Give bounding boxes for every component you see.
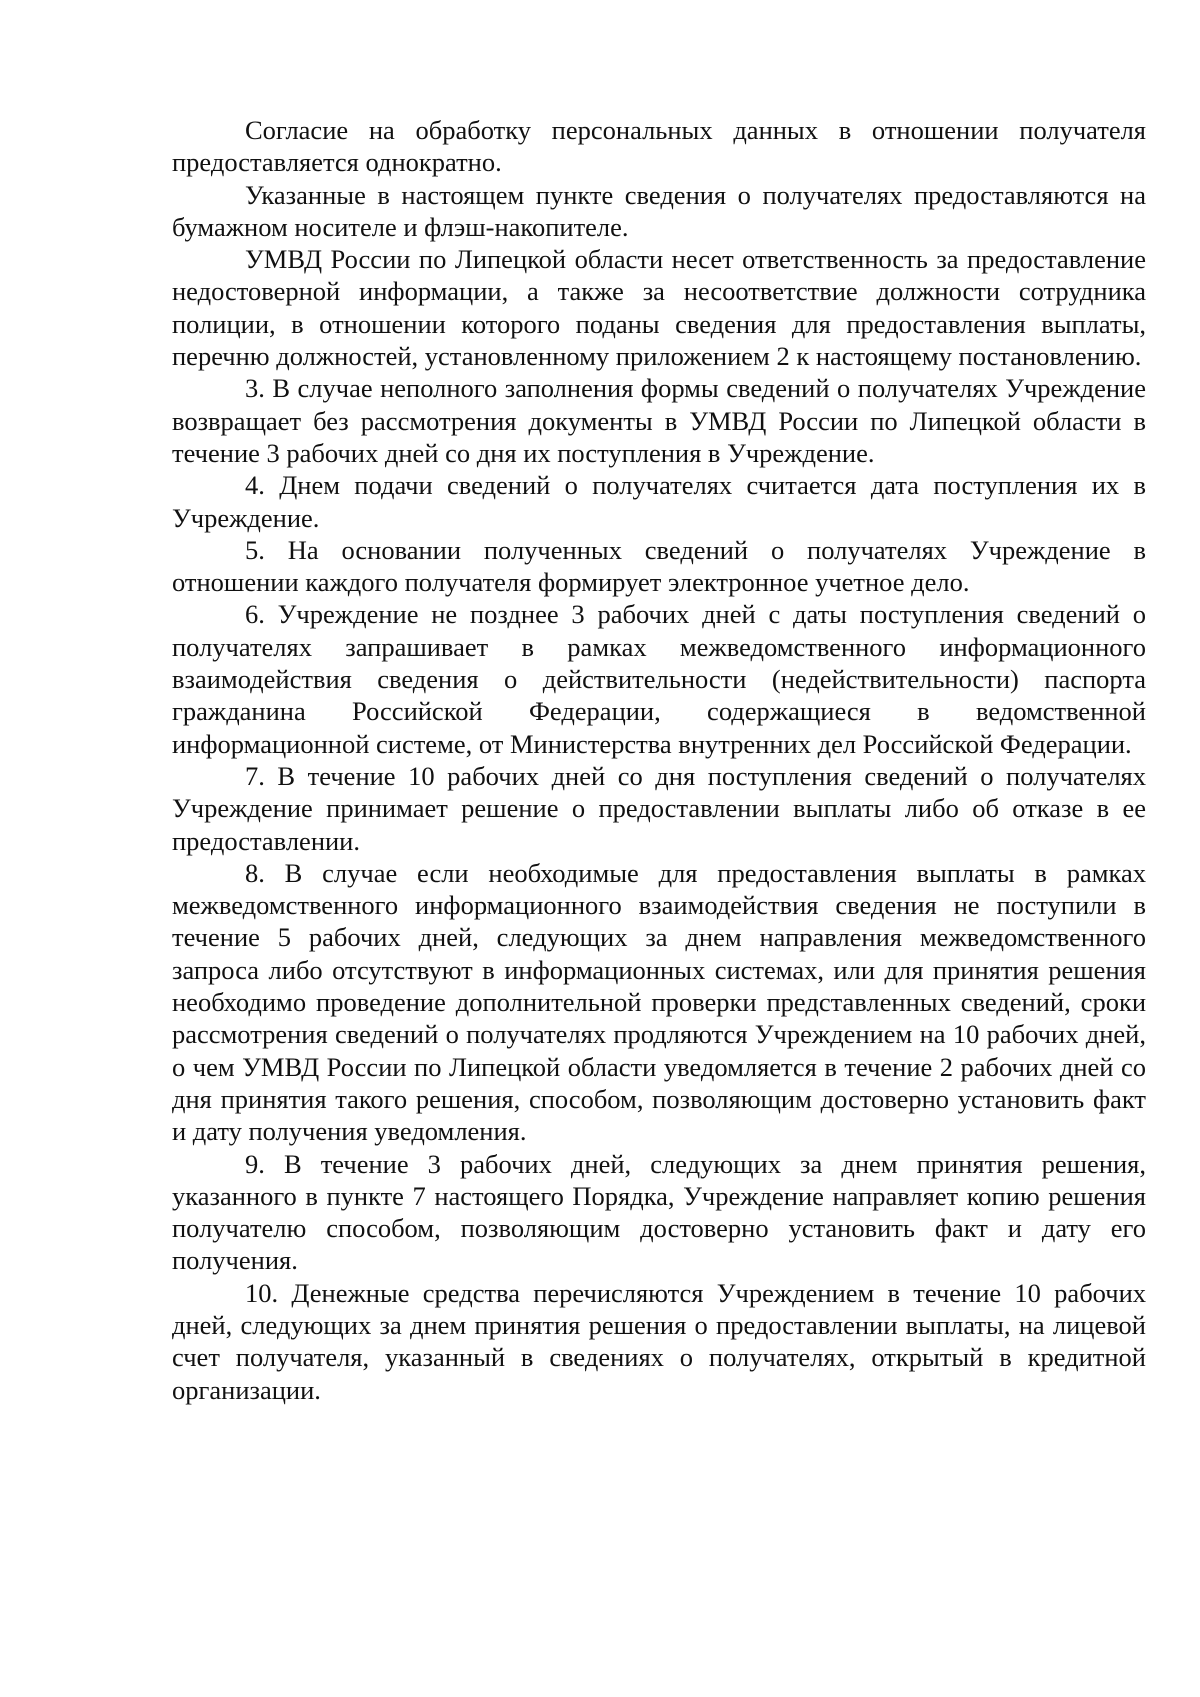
paragraph-responsibility: УМВД России по Липецкой области несет ответственность за предоставление недостоверной информации, а также за несоответствие должности сотрудника полиции, в отношении которого поданы сведения для предоставления выплаты, перечню должностей, установленному приложением 2 к настоящему постановлению. — [172, 244, 1146, 372]
paragraph-consent: Согласие на обработку персональных данных в отношении получателя предоставляется однократно. — [172, 115, 1146, 178]
paragraph-item-7: 7. В течение 10 рабочих дней со дня поступления сведений о получателях Учреждение принимает решение о предоставлении выплаты либо об отказе в ее предоставлении. — [172, 760, 1146, 856]
paragraph-item-4: 4. Днем подачи сведений о получателях считается дата поступления их в Учреждение. — [172, 470, 1146, 533]
paragraph-item-6: 6. Учреждение не позднее 3 рабочих дней с даты поступления сведений о получателях запрашивает в рамках межведомственного информационного взаимодействия сведения о действительности (недействительности) паспорта гражданина Российской Федерации, содержащиеся в ведомственной информационной системе, от Министерства внутренних дел Российской Федерации. — [172, 599, 1146, 759]
paragraph-item-3: 3. В случае неполного заполнения формы сведений о получателях Учреждение возвращает без рассмотрения документы в УМВД России по Липецкой области в течение 3 рабочих дней со дня их поступления в Учреждение. — [172, 373, 1146, 468]
paragraph-item-8: 8. В случае если необходимые для предоставления выплаты в рамках межведомственного информационного взаимодействия сведения не поступили в течение 5 рабочих дней, следующих за днем направления межведомственного запроса либо отсутствуют в информационных системах, или для принятия решения необходимо проведение дополнительной проверки представленных сведений, сроки рассмотрения сведений о получателях продляются Учреждением на 10 рабочих дней, о чем УМВД России по Липецкой области уведомляется в течение 2 рабочих дней со дня принятия такого решения, способом, позволяющим достоверно установить факт и дату получения уведомления. — [172, 857, 1146, 1147]
document-body — [172, 114, 1146, 1406]
paragraph-item-9: 9. В течение 3 рабочих дней, следующих за днем принятия решения, указанного в пункте 7 настоящего Порядка, Учреждение направляет копию решения получателю способом, позволяющим достоверно установить факт и дату его получения. — [172, 1148, 1146, 1276]
paragraph-item-5: 5. На основании полученных сведений о получателях Учреждение в отношении каждого получателя формирует электронное учетное дело. — [172, 534, 1146, 598]
paragraph-item-10: 10. Денежные средства перечисляются Учреждением в течение 10 рабочих дней, следующих за днем принятия решения о предоставлении выплаты, на лицевой счет получателя, указанный в сведениях о получателях, открытый в кредитной организации. — [172, 1277, 1146, 1405]
paragraph-media: Указанные в настоящем пункте сведения о получателях предоставляются на бумажном носителе и флэш-накопителе. — [172, 179, 1146, 242]
